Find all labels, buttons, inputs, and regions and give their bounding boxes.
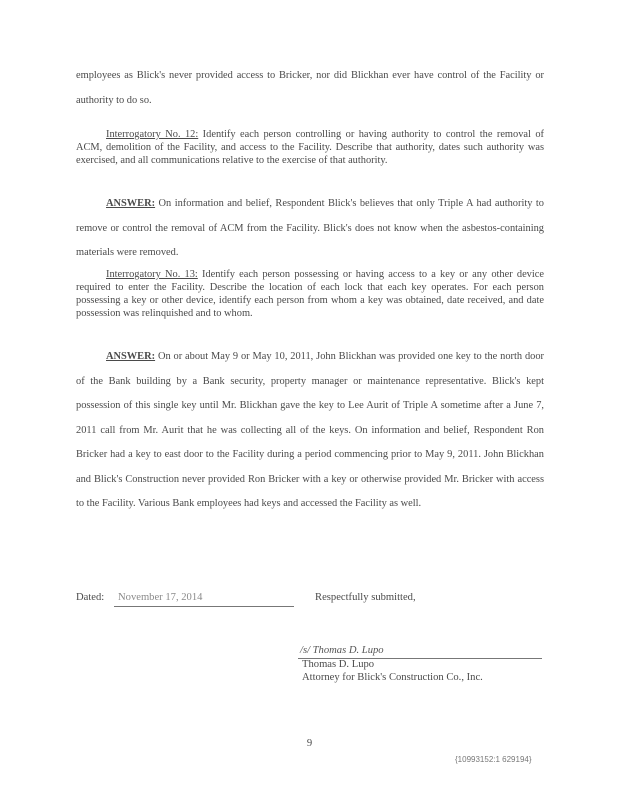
attorney-title: Attorney for Blick's Construction Co., Inc. (302, 672, 483, 683)
interrogatory-12-label: Interrogatory No. 12: (106, 129, 199, 140)
continuation-text: employees as Blick's never provided access to Bricker, nor did Blickhan ever have control of the Facility or authority to do so. (76, 70, 544, 106)
date-value: November 17, 2014 (118, 592, 203, 603)
page-number: 9 (306, 738, 313, 749)
attorney-name: Thomas D. Lupo (302, 659, 375, 670)
answer-13-label: ANSWER: (106, 351, 156, 362)
respectfully-submitted: Respectfully submitted, (315, 592, 416, 603)
answer-12-text: On information and belief, Respondent Blick's believes that only Triple A had authority to remove or control the removal of ACM from the Facility. Blick's does not know when the asbestos-containing materials were removed. (76, 198, 544, 258)
interrogatory-12 (76, 128, 544, 167)
interrogatory-13 (76, 268, 544, 320)
document-id: {10993152:1 629194} (455, 755, 532, 764)
interrogatory-13-label: Interrogatory No. 13: (106, 269, 198, 280)
answer-13-text: On or about May 9 or May 10, 2011, John Blickhan was provided one key to the north door of the Bank building by a Bank security, property manager or maintenance representative. Blick's kept possession of this single key until Mr. Blickhan gave the key to Lee Aurit of Triple A sometime after a June 7, 2011 call from Mr. Aurit that he was collecting all of the keys. On information and belief, Respondent Ron Bricker had a key to east door to the Facility during a period commencing prior to May 9, 2011. John Blickhan and Blick's Construction never provided Ron Bricker with a key or otherwise provided Mr. Bricker with access to the Facility. Various Bank employees had keys and accessed the Facility as well. (76, 351, 544, 509)
interrogatory-12-text: Identify each person controlling or having authority to control the removal of ACM, demolition of the Facility, and access to the Facility. Describe that authority, dates such authority was exercised, and all communications relative to the exercise of that authority. (76, 129, 544, 166)
answer-12-label: ANSWER: (106, 198, 156, 209)
paragraph-continuation (76, 64, 544, 113)
interrogatory-13-text: Identify each person possessing or having access to a key or any other device required to enter the Facility. Describe the location of each lock that each key operates. For each person possessing a key or other device, identify each person from whom a key was obtained, date received, and date possession was relinquished and to whom. (76, 269, 544, 319)
date-underline (114, 606, 294, 607)
answer-12 (76, 192, 544, 266)
signature-text: /s/ Thomas D. Lupo (300, 645, 384, 656)
dated-label: Dated: (76, 592, 105, 603)
answer-13 (76, 345, 544, 517)
